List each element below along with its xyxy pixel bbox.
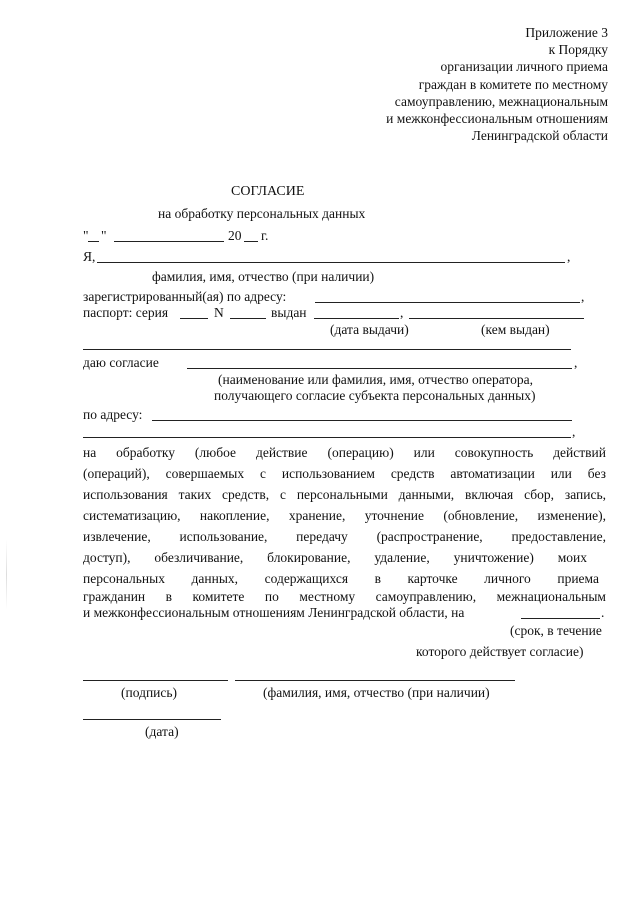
year-prefix: 20 [228, 228, 242, 243]
body-word: средств, [222, 487, 270, 502]
signer-name-blank[interactable] [235, 680, 515, 681]
body-word: совершаемых [165, 466, 245, 481]
comma: , [400, 305, 404, 320]
body-line [83, 446, 606, 460]
body-word: автоматизации [450, 466, 535, 481]
body-word: хранение, [288, 508, 346, 523]
document-subtitle: на обработку персональных данных [158, 206, 366, 221]
appendix-line: к Порядку [548, 42, 608, 58]
body-word: личного [484, 571, 531, 586]
appendix-line: самоуправлению, межнациональным [394, 93, 608, 109]
body-line [83, 488, 606, 502]
year-suffix: г. [261, 228, 269, 243]
quote-close: " [101, 228, 107, 243]
body-word: в [165, 589, 173, 604]
body-word: карточке [407, 571, 458, 586]
body-word: включая [465, 487, 514, 502]
year-blank[interactable] [244, 241, 258, 242]
appendix-line: организации личного приема [440, 59, 608, 75]
signature-caption: (подпись) [121, 685, 178, 700]
body-word: местному [299, 589, 356, 604]
body-word: по [264, 589, 279, 604]
body-word: содержащихся [264, 571, 349, 586]
body-word: удаление, [374, 550, 430, 565]
body-word: действие [255, 445, 308, 460]
body-word: действий [553, 445, 606, 460]
appendix-line: Ленинградской области [471, 128, 608, 144]
signature-blank[interactable] [83, 680, 228, 681]
issue-date-caption: (дата выдачи) [330, 322, 409, 337]
appendix-line: Приложение 3 [525, 25, 608, 40]
give-consent-label: даю согласие [83, 355, 159, 370]
body-word: предоставление, [511, 529, 606, 544]
term-caption-1: (срок, в течение [510, 623, 602, 638]
body-word: таких [178, 487, 212, 502]
body-word: блокирование, [267, 550, 351, 565]
body-last-line: и межконфессиональным отношениям Ленинградской области, на [83, 605, 465, 620]
full-name-blank[interactable] [97, 262, 565, 263]
body-word: совокупность [454, 445, 534, 460]
body-word: систематизацию, [83, 508, 181, 523]
term-caption-2: которого действует согласие) [416, 644, 584, 659]
body-last-period: . [601, 605, 605, 620]
month-blank[interactable] [114, 241, 224, 242]
document-title: СОГЛАСИЕ [231, 184, 305, 199]
body-word: на [83, 445, 97, 460]
address-label: по адресу: [83, 407, 143, 422]
operator-caption-1: (наименование или фамилия, имя, отчество оператора, [218, 372, 534, 387]
comma: , [567, 249, 571, 264]
registered-label: зарегистрированный(ая) по адресу: [83, 289, 287, 304]
body-word: без [587, 466, 606, 481]
signer-name-caption: (фамилия, имя, отчество (при наличии) [263, 685, 490, 700]
body-word: с [260, 466, 266, 481]
body-word: самоуправлению, [375, 589, 477, 604]
body-word: обезличивание, [154, 550, 244, 565]
scan-edge-artifact [6, 540, 7, 610]
body-word: средств [390, 466, 435, 481]
body-word: запись, [564, 487, 606, 502]
passport-n-label: N [214, 305, 224, 320]
comma: , [581, 289, 585, 304]
body-word: комитете [192, 589, 245, 604]
day-blank[interactable] [88, 241, 99, 242]
body-word: использование, [179, 529, 268, 544]
registered-address-blank[interactable] [315, 302, 580, 303]
issue-date-blank[interactable] [314, 318, 399, 319]
body-word: или [413, 445, 435, 460]
passport-series-blank[interactable] [180, 318, 208, 319]
body-word: межнациональным [496, 589, 606, 604]
body-word: гражданин [83, 589, 146, 604]
body-word: с [279, 487, 286, 502]
body-word: (распространение, [376, 529, 483, 544]
body-word: доступ), [83, 550, 131, 565]
body-word: сбор, [524, 487, 555, 502]
body-word: данными, [398, 487, 455, 502]
body-word: передачу [296, 529, 348, 544]
ya-label: Я, [83, 249, 96, 264]
quote-open: " [83, 228, 89, 243]
body-word: данных, [191, 571, 239, 586]
operator-address-blank[interactable] [152, 420, 572, 421]
signature-date-caption: (дата) [145, 724, 179, 739]
operator-name-blank[interactable] [187, 368, 572, 369]
body-word: (любое [194, 445, 237, 460]
consent-term-blank[interactable] [521, 618, 600, 619]
appendix-line: граждан в комитете по местному [418, 76, 608, 92]
body-word: моих [557, 550, 587, 565]
appendix-line: и межконфессиональным отношениям [386, 111, 608, 127]
passport-number-blank[interactable] [230, 318, 266, 319]
body-line [83, 590, 606, 604]
body-word: (обновление, [443, 508, 519, 523]
body-word: в [374, 571, 381, 586]
body-word: извлечение, [83, 529, 151, 544]
body-line [83, 509, 606, 523]
signature-date-blank[interactable] [83, 719, 221, 720]
body-line [83, 530, 606, 544]
comma: , [572, 424, 576, 439]
body-word: персональными [296, 487, 388, 502]
body-word: приема [557, 571, 599, 586]
body-word: изменение), [537, 508, 606, 523]
body-word: уничтожение) [453, 550, 534, 565]
body-word: использования [83, 487, 168, 502]
operator-caption-2: получающего согласие субъекта персональных данных) [214, 388, 536, 403]
body-word: (операцию) [327, 445, 394, 460]
body-line [83, 551, 587, 565]
issued-label: выдан [271, 305, 307, 320]
body-word: накопление, [199, 508, 270, 523]
comma: , [574, 355, 578, 370]
body-word: (операций), [83, 466, 150, 481]
body-word: обработку [116, 445, 175, 460]
passport-label: паспорт: серия [83, 305, 169, 320]
body-word: персональных [83, 571, 165, 586]
body-word: уточнение [364, 508, 425, 523]
fio-caption: фамилия, имя, отчество (при наличии) [152, 269, 375, 284]
body-line [83, 467, 606, 481]
body-word: или [550, 466, 572, 481]
appendix-header [386, 24, 608, 144]
issued-by-blank[interactable] [409, 318, 584, 319]
body-line [83, 572, 599, 586]
operator-address-continuation-blank[interactable] [83, 437, 571, 438]
issued-by-caption: (кем выдан) [481, 322, 550, 337]
body-word: использованием [281, 466, 375, 481]
issued-by-continuation-blank[interactable] [83, 349, 571, 350]
